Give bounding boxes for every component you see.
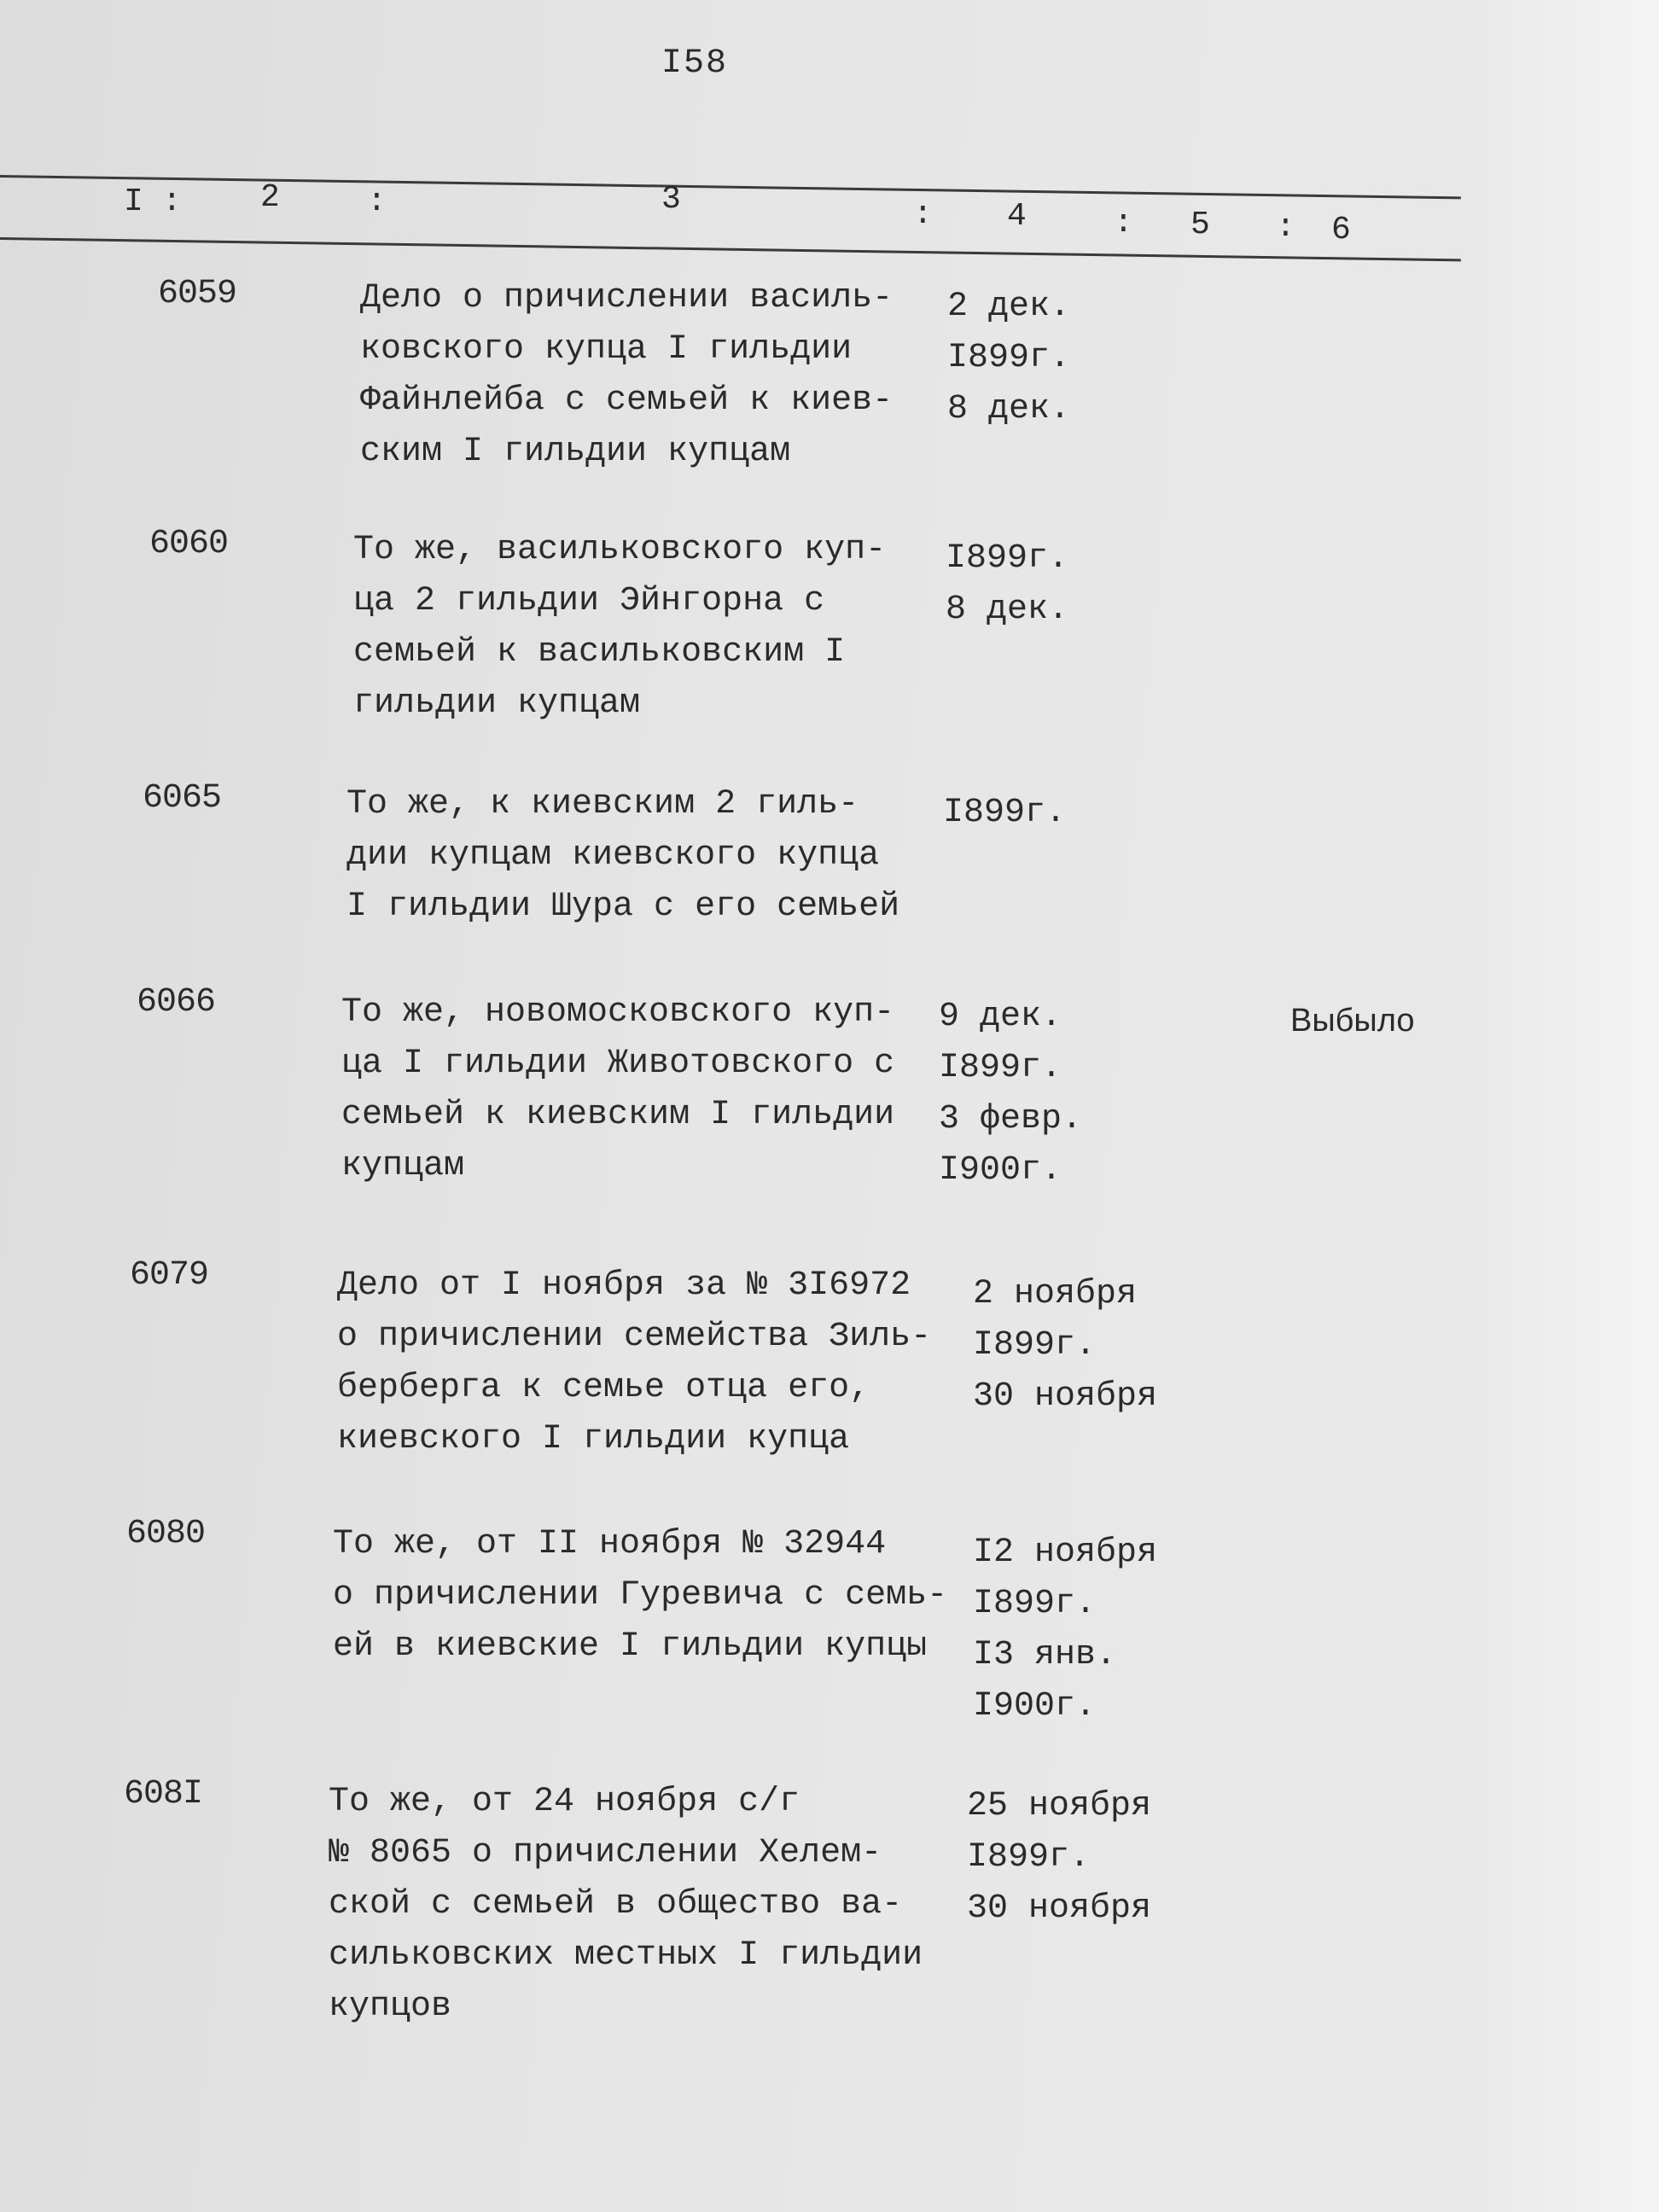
entry-number: 6065 bbox=[143, 779, 222, 818]
entry-description: Дело от I ноября за № 3I6972 о причислении семейства Зиль- берберга к семье отца его, киевского I гильдии купца bbox=[337, 1266, 932, 1458]
entry-dates: 25 ноября I899г. 30 ноября bbox=[967, 1787, 1152, 1928]
column-header-6: 6 bbox=[1331, 212, 1351, 248]
entry-number: 6079 bbox=[130, 1256, 209, 1295]
entry-description: То же, к киевским 2 гиль- дии купцам киевского купца I гильдии Шура с его семьей bbox=[346, 785, 900, 926]
column-header-3: 3 bbox=[661, 181, 681, 218]
column-header-2: 2 bbox=[260, 179, 280, 216]
column-separator: : bbox=[1114, 205, 1133, 242]
entry-description: То же, васильковского куп- ца 2 гильдии Эйнгорна с семьей к васильковским I гильдии купцам bbox=[353, 531, 887, 723]
underlying-page-edge bbox=[1461, 0, 1659, 2212]
entry-number: 6060 bbox=[149, 525, 229, 563]
entry-dates: I2 ноября I899г. I3 янв. I900г. bbox=[973, 1534, 1158, 1726]
entry-number: 6080 bbox=[126, 1515, 206, 1553]
entry-note: Выбыло bbox=[1290, 1003, 1415, 1039]
entry-dates: I899г. bbox=[943, 794, 1067, 832]
column-header-4: 4 bbox=[1007, 198, 1027, 235]
page-number: I58 bbox=[661, 44, 729, 83]
column-separator: : bbox=[162, 183, 182, 220]
column-separator: : bbox=[913, 196, 933, 233]
entry-dates: 2 ноября I899г. 30 ноября bbox=[973, 1275, 1158, 1416]
entry-description: То же, новомосковского куп- ца I гильдии Животовского с семьей к киевским I гильдии купцам bbox=[341, 993, 895, 1185]
entry-number: 6059 bbox=[158, 275, 237, 313]
column-separator: : bbox=[367, 183, 387, 220]
entry-number: 608I bbox=[124, 1775, 203, 1813]
entry-number: 6066 bbox=[137, 983, 216, 1022]
entry-description: То же, от 24 ноября с/г № 8065 о причислении Хелем- ской с семьей в общество ва- сильковских местных I гильдии купцов bbox=[329, 1783, 923, 2026]
entry-dates: 2 дек. I899г. 8 дек. bbox=[947, 288, 1071, 428]
entry-description: Дело о причислении василь- ковского купца I гильдии Файнлейба с семьей к киев- ским I гильдии купцам bbox=[360, 279, 894, 471]
column-header-5: 5 bbox=[1190, 207, 1210, 243]
entry-description: То же, от II ноября № 32944 о причислении Гуревича с семь- ей в киевские I гильдии купцы bbox=[333, 1525, 948, 1666]
entry-dates: I899г. 8 дек. bbox=[946, 539, 1069, 629]
entry-dates: 9 дек. I899г. 3 февр. I900г. bbox=[939, 998, 1083, 1190]
column-separator: : bbox=[1276, 209, 1295, 246]
column-header-1: I bbox=[124, 183, 143, 220]
